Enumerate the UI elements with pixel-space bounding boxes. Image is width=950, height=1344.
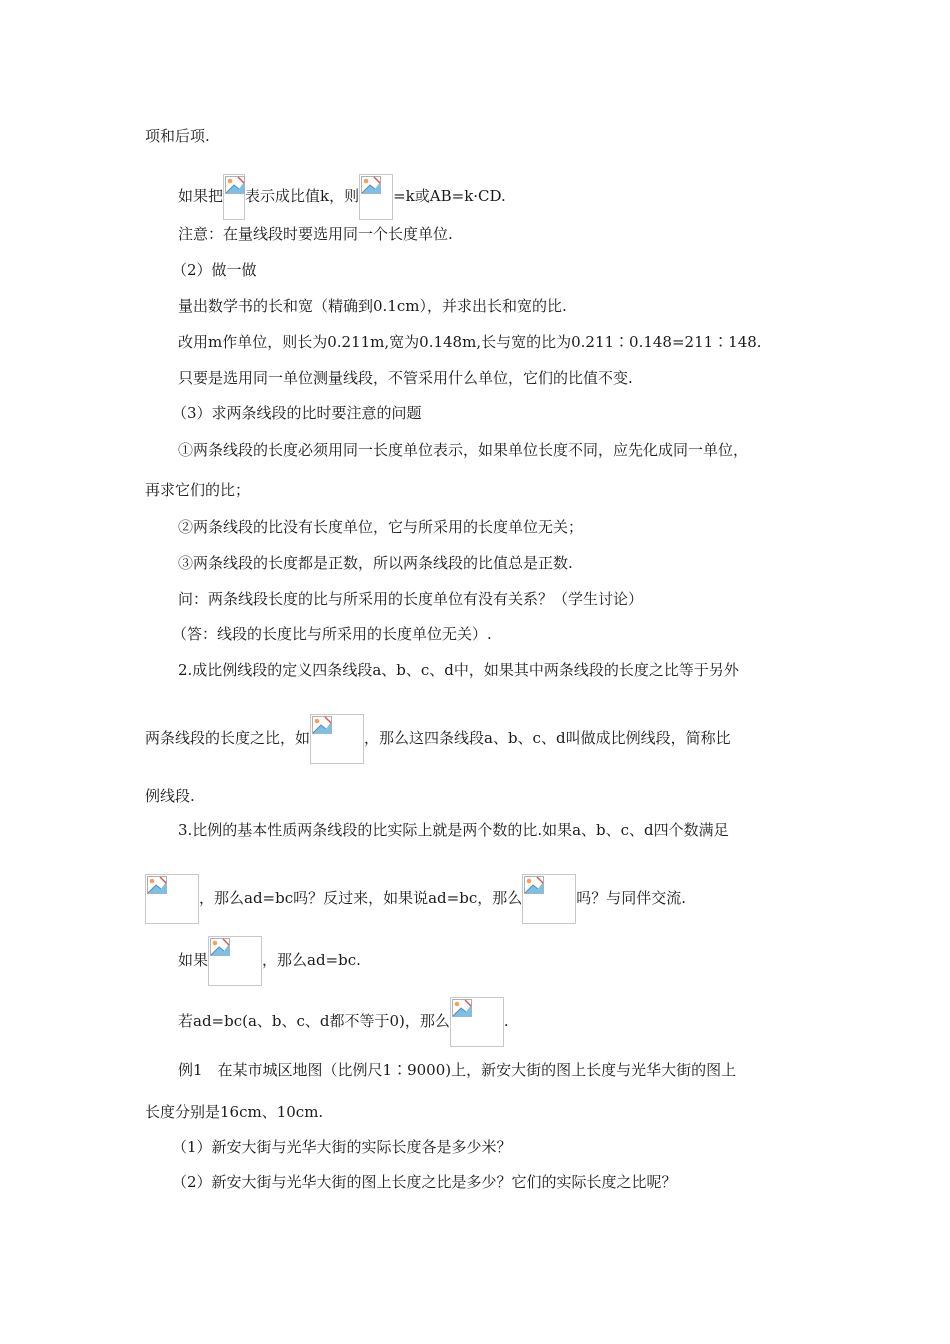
text-line: 问：两条线段长度的比与所采用的长度单位有没有关系？（学生讨论） xyxy=(178,590,644,608)
text-line: 改用m作单位，则长为0.211m,宽为0.148m,长与宽的比为0.211∶0.148=211∶148. xyxy=(178,333,762,351)
text-line: （3）求两条线段的比时要注意的问题 xyxy=(172,404,422,422)
text-run: 若ad=bc(a、b、c、d都不等于0)，那么 xyxy=(178,1012,450,1030)
text-line xyxy=(178,174,506,220)
text-run: 表示成比值k，则 xyxy=(245,187,360,205)
broken-image-icon xyxy=(312,716,332,734)
text-line: 3.比例的基本性质两条线段的比实际上就是两个数的比.如果a、b、c、d四个数满足 xyxy=(178,821,729,839)
broken-image-icon xyxy=(452,999,472,1017)
broken-image-icon xyxy=(210,938,230,956)
text-line: 量出数学书的长和宽（精确到0.1cm），并求出长和宽的比. xyxy=(178,297,567,315)
text-line xyxy=(145,714,731,764)
image-placeholder xyxy=(208,936,262,986)
text-line: 项和后项. xyxy=(145,127,210,145)
image-placeholder xyxy=(310,714,364,764)
text-line: 长度分别是16cm、10cm. xyxy=(145,1103,324,1121)
text-run: . xyxy=(503,1012,509,1030)
text-run: =k或AB=k·CD. xyxy=(393,187,506,205)
text-line: （1）新安大街与光华大街的实际长度各是多少米？ xyxy=(172,1138,512,1156)
text-run: ，那么这四条线段a、b、c、d叫做成比例线段，简称比 xyxy=(364,729,731,747)
image-placeholder xyxy=(145,874,199,924)
text-line: 2.成比例线段的定义四条线段a、b、c、d中，如果其中两条线段的长度之比等于另外 xyxy=(178,661,739,679)
text-run: 如果 xyxy=(178,951,209,969)
text-run: ，那么ad=bc吗？反过来，如果说ad=bc，那么 xyxy=(199,889,523,907)
image-placeholder xyxy=(522,874,576,924)
text-run: ，那么ad=bc. xyxy=(262,951,361,969)
text-line: （答：线段的长度比与所采用的长度单位无关）. xyxy=(172,625,492,643)
text-line: 例线段. xyxy=(145,787,195,805)
text-run: 如果把 xyxy=(178,187,224,205)
text-line: 例1 在某市城区地图（比例尺1∶9000)上，新安大街的图上长度与光华大街的图上 xyxy=(178,1061,737,1079)
image-placeholder xyxy=(450,997,504,1047)
text-line: ①两条线段的长度必须用同一长度单位表示，如果单位长度不同，应先化成同一单位， xyxy=(178,441,749,459)
broken-image-icon xyxy=(361,176,381,194)
text-line: ③两条线段的长度都是正数，所以两条线段的比值总是正数. xyxy=(178,554,573,572)
text-line xyxy=(145,874,686,924)
broken-image-icon xyxy=(524,876,544,894)
text-line: 注意：在量线段时要选用同一个长度单位. xyxy=(178,225,453,243)
image-placeholder xyxy=(223,174,245,220)
text-line: 再求它们的比； xyxy=(145,481,251,499)
text-line: ②两条线段的比没有长度单位，它与所采用的长度单位无关； xyxy=(178,518,584,536)
text-line: （2）做一做 xyxy=(172,261,257,279)
image-placeholder xyxy=(359,174,393,220)
text-line: （2）新安大街与光华大街的图上长度之比是多少？它们的实际长度之比呢？ xyxy=(172,1173,677,1191)
text-line: 只要是选用同一单位测量线段，不管采用什么单位，它们的比值不变. xyxy=(178,369,633,387)
text-run: 吗？与同伴交流. xyxy=(576,889,687,907)
text-line xyxy=(178,997,509,1047)
text-run: 两条线段的长度之比，如 xyxy=(145,729,311,747)
broken-image-icon xyxy=(225,176,245,194)
text-line xyxy=(178,936,361,986)
broken-image-icon xyxy=(147,876,167,894)
